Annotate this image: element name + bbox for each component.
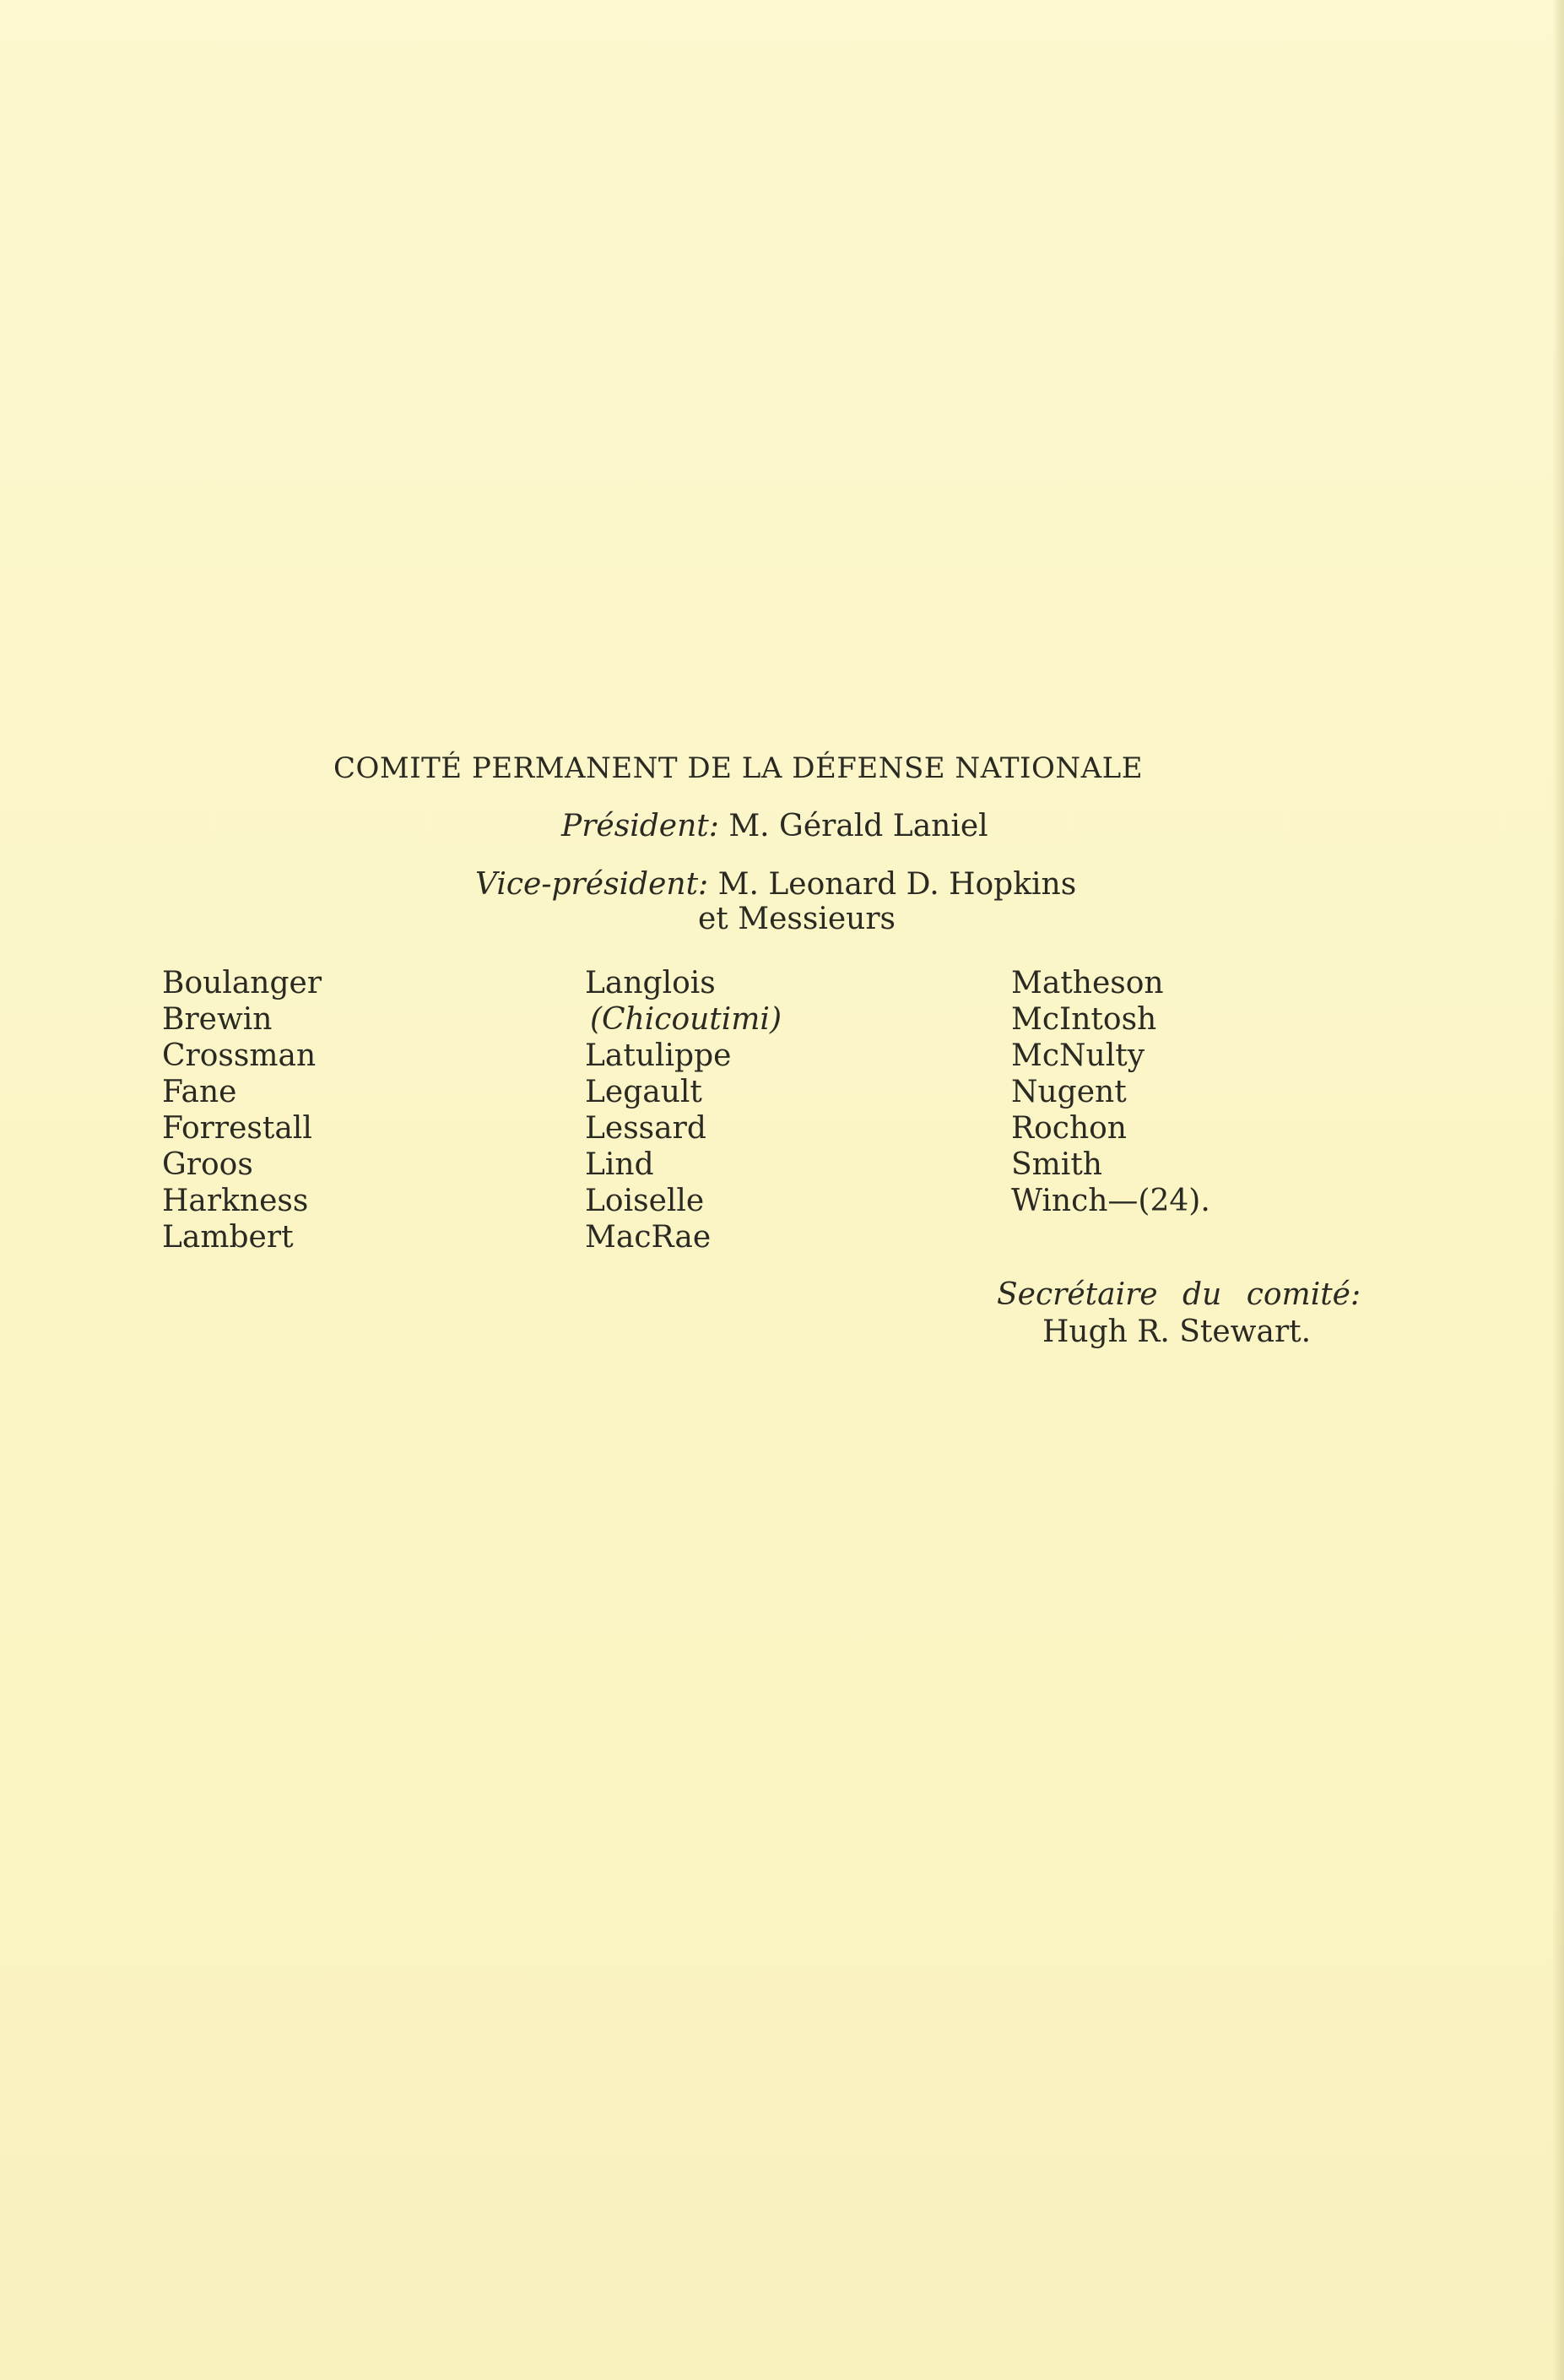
- secretary-role: Secrétaire du comité:: [997, 1277, 1361, 1312]
- member-name: Loiselle: [585, 1184, 705, 1218]
- committee-title: COMITÉ PERMANENT DE LA DÉFENSE NATIONALE: [333, 751, 1144, 785]
- member-name: Lessard: [585, 1111, 706, 1146]
- member-name: Crossman: [162, 1038, 317, 1073]
- member-name: Fane: [162, 1075, 237, 1109]
- member-name: Smith: [1011, 1147, 1102, 1182]
- member-name: Boulanger: [162, 966, 322, 1000]
- member-name: Matheson: [1011, 966, 1164, 1000]
- member-name: Lind: [585, 1147, 654, 1182]
- vice-president-line: [475, 867, 1076, 902]
- member-name: MacRae: [585, 1220, 712, 1255]
- member-name: McIntosh: [1011, 1002, 1157, 1037]
- members-column-1: [162, 965, 322, 1255]
- vice-president-name: M. Leonard D. Hopkins: [717, 867, 1077, 902]
- page-edge-shadow: [1552, 0, 1564, 2380]
- vice-president-role: Vice-président:: [475, 867, 709, 902]
- president-role: Président:: [561, 809, 719, 843]
- member-name: Legault: [585, 1075, 702, 1109]
- president-line: [561, 809, 988, 843]
- president-name: M. Gérald Laniel: [728, 809, 988, 843]
- member-name: Harkness: [162, 1184, 309, 1218]
- member-name: Forrestall: [162, 1111, 312, 1146]
- members-column-2: [585, 965, 782, 1255]
- messieurs-line: et Messieurs: [698, 902, 896, 936]
- member-riding: (Chicoutimi): [590, 1002, 782, 1037]
- member-name: Groos: [162, 1147, 253, 1182]
- member-name: Latulippe: [585, 1038, 732, 1073]
- member-name: Brewin: [162, 1002, 273, 1037]
- member-name: Rochon: [1011, 1111, 1127, 1146]
- member-name: McNulty: [1011, 1038, 1145, 1073]
- members-column-3: [1011, 965, 1210, 1219]
- member-name: Lambert: [162, 1220, 294, 1255]
- secretary-name: Hugh R. Stewart.: [1042, 1315, 1312, 1349]
- member-name: Langlois: [585, 966, 716, 1000]
- member-name: Nugent: [1011, 1075, 1127, 1109]
- member-name: Winch—(24).: [1011, 1184, 1210, 1218]
